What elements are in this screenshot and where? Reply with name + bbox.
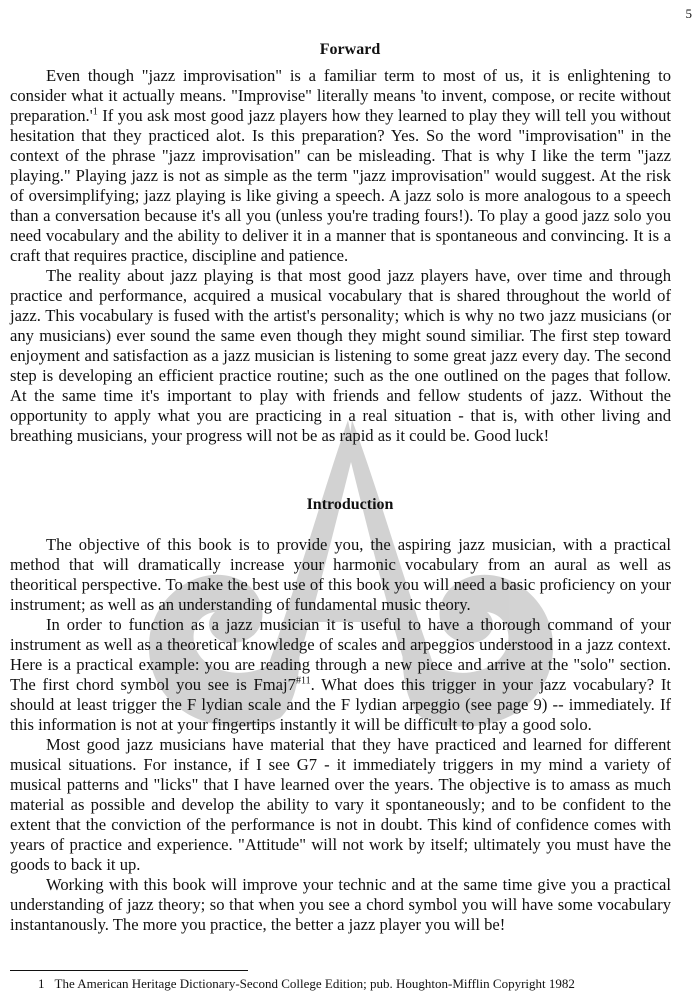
footnote-number: 1 (38, 976, 45, 991)
forward-paragraph: Even though "jazz improvisation" is a familiar term to most of us, it is enlightening to consider what it actually means. "Improvise" literally means 'to invent, compose, or recite without $preparation.'^1$ If you ask most good jazz players how they learned to play they will tell you without hesitation that they practiced alot. Is this preparation? Yes. So the word "improvisation" in the context of the phrase "jazz improvisation" can be misleading. That is why I like the term "jazz playing." Playing jazz is not as simple as the term "jazz improvisation" would suggest. At the risk of oversimplifying; jazz playing is like giving a speech. A jazz solo is more analogous to a speech than a conversation because it's all you (unless you're trading fours!). To play a good jazz solo you need vocabulary and the ability to deliver it in a manner that is spontaneous and convincing. It is a craft that requires practice, discipline and patience. (10, 66, 671, 265)
forward-paragraph: The reality about jazz playing is that most good jazz players have, over time and through practice and performance, acquired a musical vocabulary that is shared throughout the world of jazz. This vocabulary is fused with the artist's personality; which is why no two jazz musicians (or any musicians) ever sound the same even though they might sound similiar. The first step toward enjoyment and satisfaction as a jazz musician is listening to some great jazz every day. The second step is developing an efficient practice routine; such as the one outlined on the pages that follow. At the same time it's important to play with friends and fellow students of jazz. Without the opportunity to apply what you are practicing in a real situation - that is, with other living and breathing musicians, your progress will not be as rapid as it could be. Good luck! (10, 266, 671, 445)
forward-heading: Forward (319, 41, 381, 58)
page-number: 5 (685, 6, 692, 21)
introduction-section (10, 535, 671, 935)
footnote-divider (10, 970, 248, 971)
introduction-paragraph: The objective of this book is to provide you, the aspiring jazz musician, with a practical method that will dramatically increase your harmonic vocabulary from an aural as well as theoritical perspective. To make the best use of this book you will need a basic proficiency on your instrument; as well as an understanding of fundamental music theory. (10, 535, 671, 614)
chord-superscript: #11 (295, 675, 311, 687)
introduction-paragraph: Most good jazz musicians have material that they have practiced and learned for different musical situations. For instance, if I see G7 - it immediately triggers in my mind a variety of musical patterns and "licks" that I have learned over the years. The objective is to amass as much material as possible and develop the ability to vary it spontaneously; and to be confident to the extent that the conviction of the performance is not in doubt. This kind of confidence comes with years of practice and experience. "Attitude" will not work by itself; ultimately you must have the goods to back it up. (10, 735, 671, 874)
introduction-paragraph: In order to function as a jazz musician it is useful to have a thorough command of your instrument as well as a theoretical knowledge of scales and arpeggios understood in a jazz context. Here is a practical example: you are reading through a new piece and arrive at the "solo" section. The first chord symbol you see is Fmaj7$^{\#11}$. What does this trigger in your jazz vocabulary? It should at least trigger the F lydian scale and the F lydian arpeggio (see page 9) -- immediately. If this information is not at your fingertips instantly it will be difficult to play a good solo. (10, 615, 671, 734)
footnote-reference: 1 (92, 106, 98, 118)
footnote (38, 976, 678, 992)
introduction-paragraph: Working with this book will improve your technic and at the same time give you a practical understanding of jazz theory; so that when you see a chord symbol you will have some vocabulary instantanously. The more you practice, the better a jazz player you will be! (10, 875, 671, 934)
footnote-text: The American Heritage Dictionary-Second College Edition; pub. Houghton-Mifflin Copyright 1982 (54, 976, 575, 991)
introduction-heading: Introduction (306, 496, 394, 513)
forward-section (10, 66, 671, 446)
